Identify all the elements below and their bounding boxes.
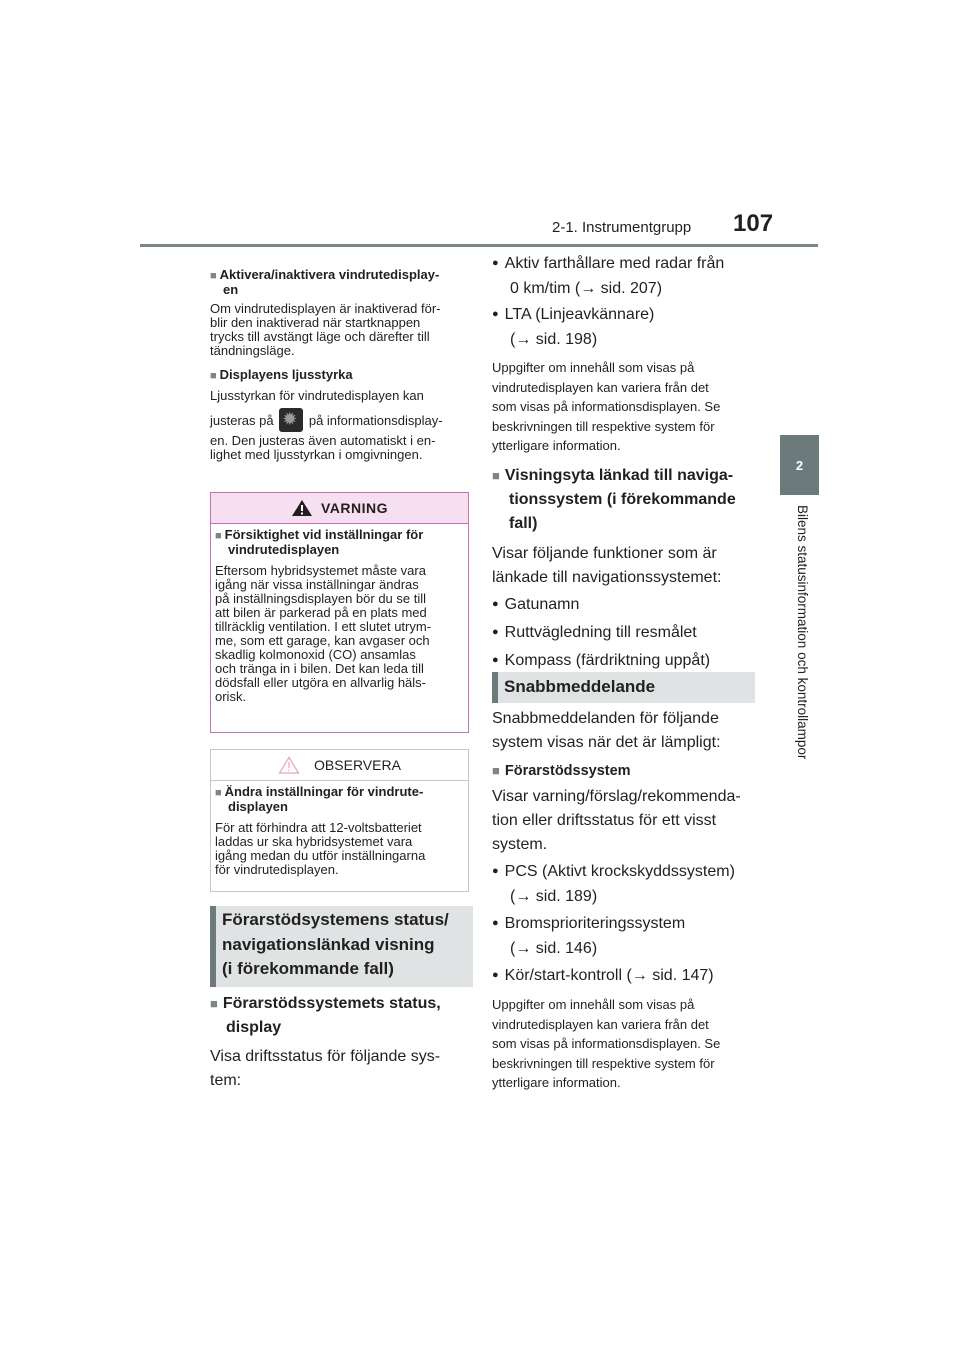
list-item: ● LTA (Linjeavkännare) (→ sid. 198) [492,303,750,352]
paragraph-driver-assist-system: Visar varning/förslag/rekommenda- tion eller driftsstatus för ett visst system. [492,788,741,853]
paragraph-brightness-line2 [210,409,468,434]
section-header-driver-assist: Förarstödsystemens status/ navigationslänkad visning (i förekommande fall) [210,906,473,987]
notice-text: För att förhindra att 12-voltsbatteriet laddas ur ska hybridsystemet vara igång medan du utför inställningarna för vindrutedisplayen. [215,820,426,877]
header-divider [140,244,818,247]
paragraph-assist-status: Visa driftsstatus för följande sys- tem: [210,1048,441,1089]
warning-title: VARNING [320,500,389,516]
paragraph-toggle-hud: Om vindrutedisplayen är inaktiverad för- blir den inaktiverad när startknappen trycks till avstängt läge och därefter till tändningsläge. [210,301,441,358]
paragraph-quick-message: Snabbmeddelanden för följande system visas när det är lämpligt: [492,710,721,751]
list-item: ● Kompass (färdriktning uppåt) [492,649,750,674]
chapter-tab: 2 [780,435,819,495]
brightness-text-pre: justeras på [210,413,274,428]
paragraph-nav-linked: Visar följande funktioner som är länkade till navigationssystemet: [492,544,722,586]
list-item: ● Bromsprioriteringssystem (→ sid. 146) [492,912,750,961]
settings-gear-icon [279,408,303,432]
list-item: ● Kör/start-kontroll (→ sid. 147) [492,964,750,989]
right-column-quick [492,707,750,1093]
notice-title: OBSERVERA [314,757,401,773]
note-paragraph: Uppgifter om innehåll som visas på vindrutedisplayen kan variera från det som visas på informationsdisplayen. Se beskrivningen till respektive system för ytterligare information. [492,360,721,453]
brightness-text-post: på informationsdisplay- [308,413,443,428]
heading-nav-linked: ■ Visningsyta länkad till naviga- tionssystem (i förekommande fall) [492,464,750,536]
list-item: ● Aktiv farthållare med radar från 0 km/tim (→ sid. 207) [492,252,750,301]
page-number: 107 [733,210,774,237]
warning-heading: ■ Försiktighet vid inställningar för vindrutedisplayen [215,528,465,557]
chapter-title: Bilens statusinformation och kontrollampor [795,505,810,760]
warning-triangle-icon [291,499,313,517]
warning-header [211,493,468,524]
heading-driver-assist-system: ■ Förarstödssystem [492,761,750,781]
right-column [492,252,750,674]
heading-toggle-hud: ■ Aktivera/inaktivera vindrutedisplay- en [210,268,468,297]
left-column-assist [210,992,468,1093]
left-column-intro [210,268,468,462]
notice-header [211,750,468,781]
section-header-quick-message: Snabbmeddelande [492,672,755,703]
list-item: ● Ruttvägledning till resmålet [492,621,750,646]
heading-assist-status: ■ Förarstödssystemets status, display [210,992,468,1040]
caution-triangle-icon [278,756,300,774]
warning-content [215,528,465,704]
list-item: ● PCS (Aktivt krockskyddssystem) (→ sid. 189) [492,860,750,909]
heading-brightness: ■ Displayens ljusstyrka [210,368,468,383]
warning-text: Eftersom hybridsystemet måste vara igång när vissa inställningar ändras på inställningsdisplayen bör du se till att bilen är parkerad på en plats med tillräcklig ventilation. I ett slutet utrym- me, som ett garage, kan avgaser och skadlig kolmonoxid (CO) ansamlas och tränga in i bilen. Det kan leda till dödsfall eller utgöra en allvarlig häls- orisk. [215,563,432,704]
paragraph-brightness-line1: Ljusstyrkan för vindrutedisplayen kan [210,388,424,403]
list-item: ● Gatunamn [492,593,750,618]
notice-heading: ■ Ändra inställningar för vindrute- displayen [215,785,465,814]
note-paragraph: Uppgifter om innehåll som visas på vindrutedisplayen kan variera från det som visas på informationsdisplayen. Se beskrivningen till respektive system för ytterligare information. [492,997,721,1090]
notice-content [215,785,465,877]
section-title: 2-1. Instrumentgrupp [552,219,692,236]
paragraph-brightness-line3: en. Den justeras även automatiskt i en- lighet med ljusstyrkan i omgivningen. [210,432,436,462]
